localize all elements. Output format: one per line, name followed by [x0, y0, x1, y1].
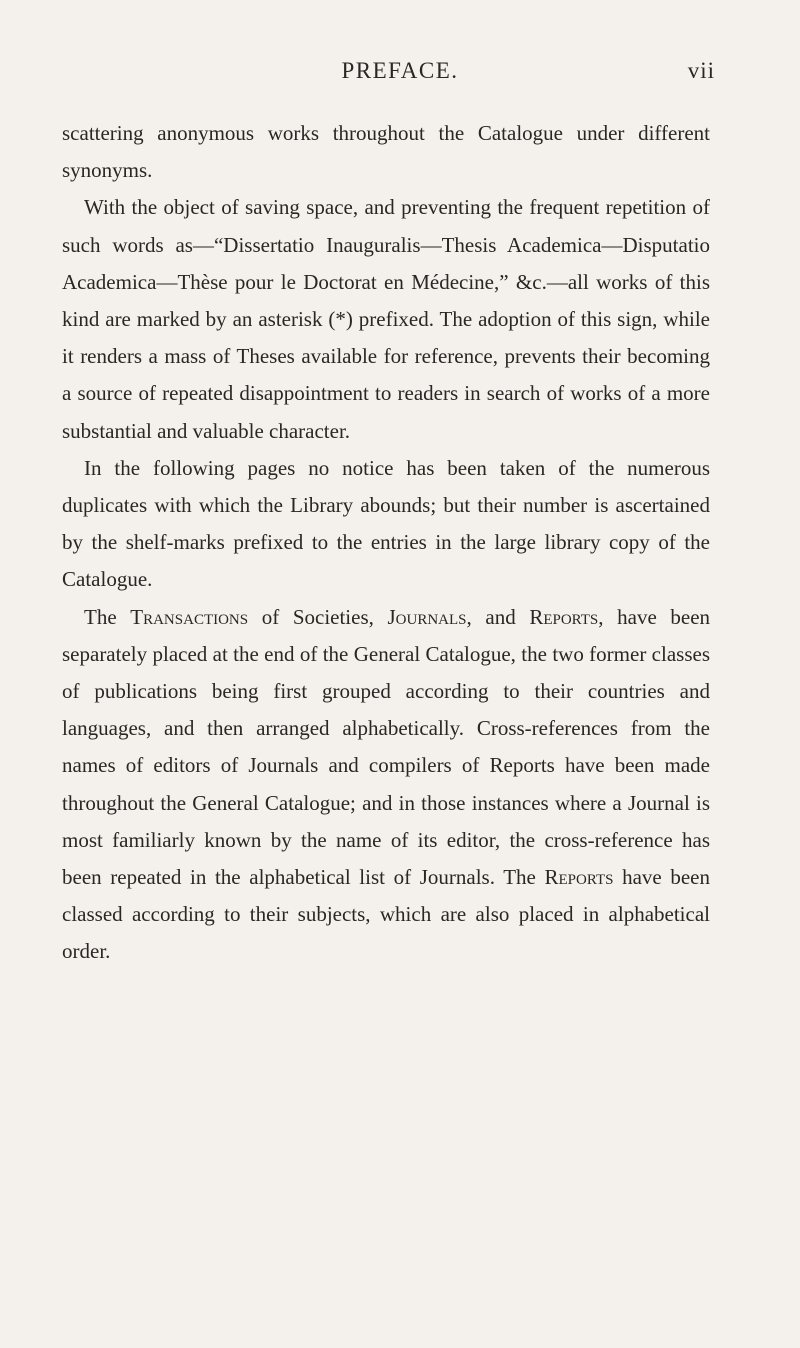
text-segment: , have been separately placed at the end of the General Catalogue, the two former classes of publications being first grouped according to their countries and languages, and then arranged alphabetically. Cross-references from the names of editors of Journals and compilers of Reports have been made throughout the General Catalogue; and in those instances where a Journal is most familiarly known by the name of its editor, the cross-reference has been repeated in the alphabetical list of Journals. The: [62, 604, 711, 890]
term-reports: Reports: [529, 604, 599, 629]
page-number: vii: [687, 58, 715, 83]
body-text: [62, 115, 710, 971]
text-segment: have been classed according to their subjects, which are also placed in alphabetical order.: [62, 865, 710, 964]
term-journals: Journals: [387, 604, 467, 629]
term-reports: Reports: [544, 865, 614, 890]
paragraph-duplicates: In the following pages no notice has been taken of the numerous duplicates with which the Library abounds; but their number is ascertained by the shelf-marks prefixed to the entries in the large library copy of the Catalogue.: [62, 455, 710, 592]
page-header: [0, 58, 800, 98]
paragraph-continuation: scattering anonymous works throughout the Catalogue under different synonyms.: [62, 121, 710, 183]
text-segment: The: [84, 604, 131, 629]
running-head: PREFACE.: [341, 58, 459, 83]
paragraph-transactions-journals-reports: [62, 599, 710, 971]
text-segment: of Societies,: [248, 604, 388, 629]
text-segment: , and: [466, 604, 530, 629]
paragraph-asterisk-convention: With the object of saving space, and preventing the frequent repetition of such words as—“Dissertatio Inauguralis—Thesis Academica—Disputatio Academica—Thèse pour le Doctorat en Médecine,” &c.—all works of this kind are marked by an asterisk (*) prefixed. The adoption of this sign, while it renders a mass of Theses available for reference, prevents their becoming a source of repeated disappointment to readers in search of works of a more substantial and valuable character.: [62, 195, 710, 443]
term-transactions: Transactions: [130, 604, 249, 629]
